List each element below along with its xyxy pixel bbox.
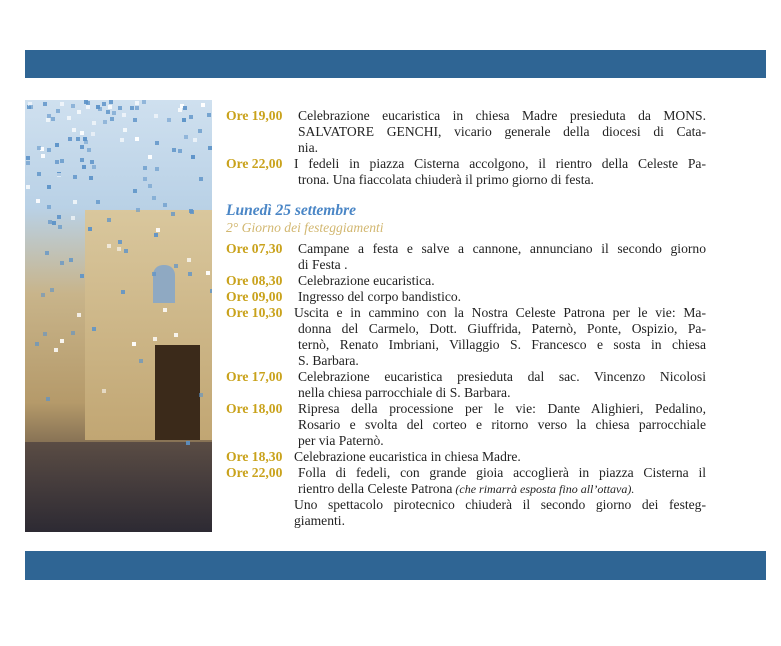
confetti: [108, 105, 112, 109]
entry-text-line: [298, 353, 706, 369]
confetti: [80, 145, 84, 149]
confetti: [29, 105, 33, 109]
entry-text: Ripresa della processione per le vie: Dante Alighieri, Pedalino,: [298, 401, 706, 416]
church-window: [153, 265, 175, 303]
crowd: [25, 442, 212, 532]
entry-text-line: [298, 140, 706, 156]
confetti: [199, 393, 203, 397]
confetti: [156, 228, 160, 232]
confetti: [109, 100, 113, 104]
day-subheading: 2° Giorno dei festeggiamenti: [226, 220, 384, 235]
entry-text: Celebrazione eucaristica in chiesa Madre presieduta da MONS.: [298, 108, 706, 123]
confetti: [148, 184, 152, 188]
entry-text: ternò, Renato Imbriani, Villaggio S. Francesco e sosta in chiesa: [298, 337, 706, 352]
entry-time: Ore 19,00: [226, 108, 283, 123]
entry-text-line: [298, 108, 706, 124]
confetti: [110, 117, 114, 121]
entry-text: Uscita e in cammino con la Nostra Celeste Patrona per le vie: Ma-: [294, 305, 706, 320]
confetti: [178, 149, 182, 153]
entry-text: donna del Carmelo, Dott. Giuffrida, Paternò, Ponte, Ospizio, Pa-: [298, 321, 706, 336]
confetti: [107, 244, 111, 248]
confetti: [96, 200, 100, 204]
confetti: [46, 397, 50, 401]
schedule-entry: [226, 289, 706, 305]
confetti: [73, 200, 77, 204]
confetti: [55, 143, 59, 147]
confetti: [57, 173, 61, 177]
confetti: [83, 137, 87, 141]
confetti: [82, 165, 86, 169]
confetti: [132, 342, 136, 346]
confetti: [189, 209, 193, 213]
confetti: [124, 249, 128, 253]
entry-text-line: [298, 465, 706, 481]
confetti: [58, 225, 62, 229]
confetti: [43, 332, 47, 336]
confetti: [155, 167, 159, 171]
confetti: [89, 176, 93, 180]
confetti: [80, 274, 84, 278]
confetti: [68, 137, 72, 141]
confetti: [54, 348, 58, 352]
schedule-entry: [226, 401, 706, 449]
confetti: [67, 116, 71, 120]
confetti: [148, 155, 152, 159]
confetti: [208, 146, 212, 150]
confetti: [184, 135, 188, 139]
entry-text: giamenti.: [294, 513, 345, 528]
confetti: [90, 160, 94, 164]
confetti: [153, 337, 157, 341]
confetti: [26, 161, 30, 165]
entry-time: Ore 17,00: [226, 369, 283, 384]
footer-band: [25, 551, 766, 580]
confetti: [60, 102, 64, 106]
confetti: [26, 156, 30, 160]
confetti: [121, 290, 125, 294]
entry-text: I fedeli in piazza Cisterna accolgono, il rientro della Celeste Pa-: [294, 156, 706, 171]
program-text: [226, 108, 706, 529]
entry-text: Celebrazione eucaristica in chiesa Madre.: [294, 449, 521, 464]
entry-text: Celebrazione eucaristica.: [298, 273, 435, 288]
day1-schedule: [226, 108, 706, 188]
confetti: [71, 216, 75, 220]
confetti: [191, 155, 195, 159]
entry-text-line: [294, 449, 706, 465]
confetti: [88, 227, 92, 231]
confetti: [80, 158, 84, 162]
confetti: [55, 160, 59, 164]
confetti: [43, 102, 47, 106]
confetti: [163, 308, 167, 312]
confetti: [80, 131, 84, 135]
entry-text: nella chiesa parrocchiale di S. Barbara.: [298, 385, 511, 400]
confetti: [56, 109, 60, 113]
confetti: [187, 258, 191, 262]
day-heading: Lunedì 25 settembre: [226, 202, 357, 219]
confetti: [130, 106, 134, 110]
entry-text-line: [298, 321, 706, 337]
entry-text: SALVATORE GENCHI, vicario generale della diocesi di Cata-: [298, 124, 706, 139]
confetti: [154, 233, 158, 237]
confetti: [41, 154, 45, 158]
schedule-entry: [226, 305, 706, 369]
confetti: [183, 106, 187, 110]
confetti: [133, 189, 137, 193]
header-band: [25, 50, 766, 78]
entry-time: Ore 18,00: [226, 401, 283, 416]
entry-time: Ore 09,00: [226, 289, 283, 304]
confetti: [154, 114, 158, 118]
confetti: [60, 339, 64, 343]
confetti: [76, 137, 80, 141]
entry-text-line: [298, 385, 706, 401]
confetti: [174, 264, 178, 268]
confetti: [188, 272, 192, 276]
entry-text: di Festa .: [298, 257, 348, 272]
confetti: [182, 118, 186, 122]
confetti: [152, 196, 156, 200]
confetti: [57, 215, 61, 219]
entry-text-line: [294, 513, 706, 529]
confetti: [106, 110, 110, 114]
confetti: [87, 148, 91, 152]
confetti: [26, 185, 30, 189]
confetti: [133, 118, 137, 122]
church-door: [155, 345, 200, 440]
confetti: [172, 148, 176, 152]
confetti: [198, 129, 202, 133]
entry-time: Ore 18,30: [226, 449, 283, 464]
entry-text-line: [298, 481, 706, 497]
confetti: [174, 333, 178, 337]
confetti: [71, 331, 75, 335]
entry-text-line: [298, 273, 706, 289]
entry-text-line: [298, 289, 706, 305]
entry-text: Campane a festa e salve a cannone, annunciano il secondo giorno: [298, 241, 706, 256]
schedule-entry: [226, 241, 706, 273]
confetti: [60, 159, 64, 163]
entry-text-line: [298, 401, 706, 417]
entry-text: nia.: [298, 140, 319, 155]
confetti: [35, 342, 39, 346]
confetti: [135, 106, 139, 110]
schedule-entry: [226, 156, 706, 188]
entry-time: Ore 08,30: [226, 273, 283, 288]
confetti: [91, 132, 95, 136]
entry-text-line: [298, 433, 706, 449]
entry-text-line: [298, 257, 706, 273]
entry-text: trona. Una fiaccolata chiuderà il primo giorno di festa.: [298, 172, 594, 187]
confetti: [92, 121, 96, 125]
church-procession-photo: [25, 100, 212, 532]
entry-text-line: [298, 241, 706, 257]
schedule-entry: [226, 108, 706, 156]
confetti: [142, 100, 146, 104]
entry-text: Rosario e svolta del corteo e ritorno verso la chiesa parrocchiale: [298, 417, 706, 432]
entry-time: Ore 10,30: [226, 305, 283, 320]
confetti: [51, 117, 55, 121]
confetti: [206, 271, 210, 275]
entry-time: Ore 22,00: [226, 465, 283, 480]
confetti: [86, 105, 90, 109]
confetti: [135, 137, 139, 141]
confetti: [52, 221, 56, 225]
entry-time: Ore 22,00: [226, 156, 283, 171]
entry-text: S. Barbara.: [298, 353, 359, 368]
day2-schedule: [226, 241, 706, 529]
confetti: [60, 261, 64, 265]
confetti: [73, 175, 77, 179]
confetti: [36, 199, 40, 203]
schedule-entry: [226, 465, 706, 529]
confetti: [102, 389, 106, 393]
confetti: [103, 120, 107, 124]
confetti: [118, 106, 122, 110]
confetti: [118, 240, 122, 244]
confetti: [84, 100, 88, 104]
confetti: [72, 128, 76, 132]
entry-text-line: [298, 337, 706, 353]
entry-text: Folla di fedeli, con grande gioia accoglierà in piazza Cisterna il: [298, 465, 706, 480]
entry-text: per via Paternò.: [298, 433, 384, 448]
confetti: [37, 146, 41, 150]
confetti: [102, 102, 106, 106]
confetti: [199, 177, 203, 181]
confetti: [41, 293, 45, 297]
confetti: [193, 138, 197, 142]
confetti: [45, 251, 49, 255]
entry-time: Ore 07,30: [226, 241, 283, 256]
confetti: [47, 148, 51, 152]
confetti: [143, 177, 147, 181]
entry-text-line: [294, 305, 706, 321]
confetti: [77, 110, 81, 114]
confetti: [155, 141, 159, 145]
confetti: [171, 212, 175, 216]
entry-text-line: [294, 156, 706, 172]
confetti: [207, 113, 211, 117]
entry-text-line: [298, 369, 706, 385]
confetti: [47, 185, 51, 189]
entry-text: Ingresso del corpo bandistico.: [298, 289, 462, 304]
confetti: [46, 118, 50, 122]
confetti: [47, 205, 51, 209]
entry-text-line: [298, 172, 706, 188]
confetti: [122, 113, 126, 117]
confetti: [201, 103, 205, 107]
confetti: [37, 172, 41, 176]
confetti: [210, 289, 212, 293]
confetti: [71, 104, 75, 108]
entry-text: Celebrazione eucaristica presieduta dal sac. Vincenzo Nicolosi: [298, 369, 706, 384]
confetti: [178, 108, 182, 112]
confetti: [117, 247, 121, 251]
confetti: [69, 258, 73, 262]
entry-text: Uno spettacolo pirotecnico chiuderà il secondo giorno dei festeg-: [294, 497, 706, 512]
schedule-entry: [226, 369, 706, 401]
confetti: [123, 128, 127, 132]
schedule-entry: [226, 449, 706, 465]
schedule-entry: [226, 273, 706, 289]
confetti: [139, 359, 143, 363]
entry-text-line: [298, 124, 706, 140]
confetti: [107, 218, 111, 222]
confetti: [112, 111, 116, 115]
confetti: [167, 118, 171, 122]
confetti: [92, 327, 96, 331]
confetti: [120, 138, 124, 142]
confetti: [163, 203, 167, 207]
entry-text: rientro della Celeste Patrona: [298, 481, 453, 496]
confetti: [186, 441, 190, 445]
confetti: [189, 115, 193, 119]
confetti: [143, 166, 147, 170]
confetti: [50, 288, 54, 292]
confetti: [96, 105, 100, 109]
confetti: [152, 272, 156, 276]
entry-text-line: [298, 417, 706, 433]
confetti: [77, 313, 81, 317]
confetti: [136, 208, 140, 212]
confetti: [92, 165, 96, 169]
confetti: [135, 101, 139, 105]
entry-text-line: [294, 497, 706, 513]
entry-note: (che rimarrà esposta fino all’ottava).: [452, 482, 635, 496]
